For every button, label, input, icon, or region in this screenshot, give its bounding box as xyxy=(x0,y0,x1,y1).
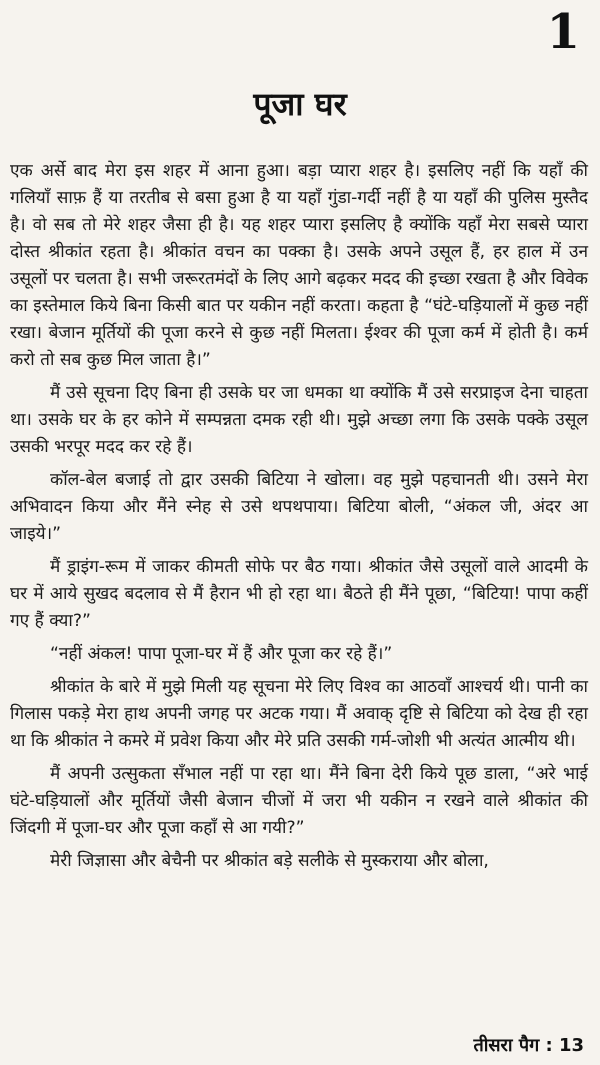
paragraph: मेरी जिज्ञासा और बेचैनी पर श्रीकांत बड़े सलीके से मुस्कराया और बोला, xyxy=(50,851,489,871)
page-footer: तीसरा पैग : 13 xyxy=(473,1035,584,1056)
story-body xyxy=(10,158,588,881)
paragraph: मैं ड्राइंग-रूम में जाकर कीमती सोफे पर बैठ गया। श्रीकांत जैसे उसूलों वाले आदमी के घर में आये सुखद बदलाव से मैं हैरान भी हो रहा था। बैठते ही मैंने पूछा, “बिटिया! पापा कहीं गए हैं क्या?” xyxy=(10,557,588,631)
paragraph: “नहीं अंकल! पापा पूजा-घर में हैं और पूजा कर रहे हैं।” xyxy=(50,644,393,664)
paragraph: कॉल-बेल बजाई तो द्वार उसकी बिटिया ने खोला। वह मुझे पहचानती थी। उसने मेरा अभिवादन किया और मैंने स्नेह से उसे थपथपाया। बिटिया बोली, “अंकल जी, अंदर आ जाइये।” xyxy=(10,470,588,544)
chapter-number: 1 xyxy=(546,4,580,60)
chapter-title: पूजा घर xyxy=(253,85,347,123)
paragraph: मैं अपनी उत्सुकता सँभाल नहीं पा रहा था। मैंने बिना देरी किये पूछ डाला, “अरे भाई घंटे-घड़ियालों और मूर्तियों जैसी बेजान चीजों में जरा भी यकीन न रखने वाले श्रीकांत की जिंदगी में पूजा-घर और पूजा कहाँ से आ गयी?” xyxy=(10,764,588,838)
paragraph: एक अर्से बाद मेरा इस शहर में आना हुआ। बड़ा प्यारा शहर है। इसलिए नहीं कि यहाँ की गलियाँ साफ़ हैं या तरतीब से बसा हुआ है या यहाँ गुंडा-गर्दी नहीं है या यहाँ की पुलिस मुस्तैद है। वो सब तो मेरे शहर जैसा ही है। यह शहर प्यारा इसलिए है क्योंकि यहाँ मेरा सबसे प्यारा दोस्त श्रीकांत रहता है। श्रीकांत वचन का पक्का है। उसके अपने उसूल हैं, हर हाल में उन उसूलों पर चलता है। सभी जरूरतमंदों के लिए आगे बढ़कर मदद की इच्छा रखता है और विवेक का इस्तेमाल किये बिना किसी बात पर यकीन नहीं करता। कहता है “घंटे-घड़ियालों में कुछ नहीं रखा। बेजान मूर्तियों की पूजा करने से कुछ नहीं मिलता। ईश्वर की पूजा कर्म में होती है। कर्म करो तो सब कुछ मिल जाता है।” xyxy=(10,161,588,370)
paragraph: मैं उसे सूचना दिए बिना ही उसके घर जा धमका था क्योंकि मैं उसे सरप्राइज देना चाहता था। उसके घर के हर कोने में सम्पन्नता दमक रही थी। मुझे अच्छा लगा कि उसके पक्के उसूल उसकी भरपूर मदद कर रहे हैं। xyxy=(10,383,588,457)
paragraph: श्रीकांत के बारे में मुझे मिली यह सूचना मेरे लिए विश्व का आठवाँ आश्चर्य थी। पानी का गिलास पकड़े मेरा हाथ अपनी जगह पर अटक गया। मैं अवाक् दृष्टि से बिटिया को देख ही रहा था कि श्रीकांत ने कमरे में प्रवेश किया और मेरे प्रति उसकी गर्म-जोशी भी अत्यंत आत्मीय थी। xyxy=(10,677,588,751)
